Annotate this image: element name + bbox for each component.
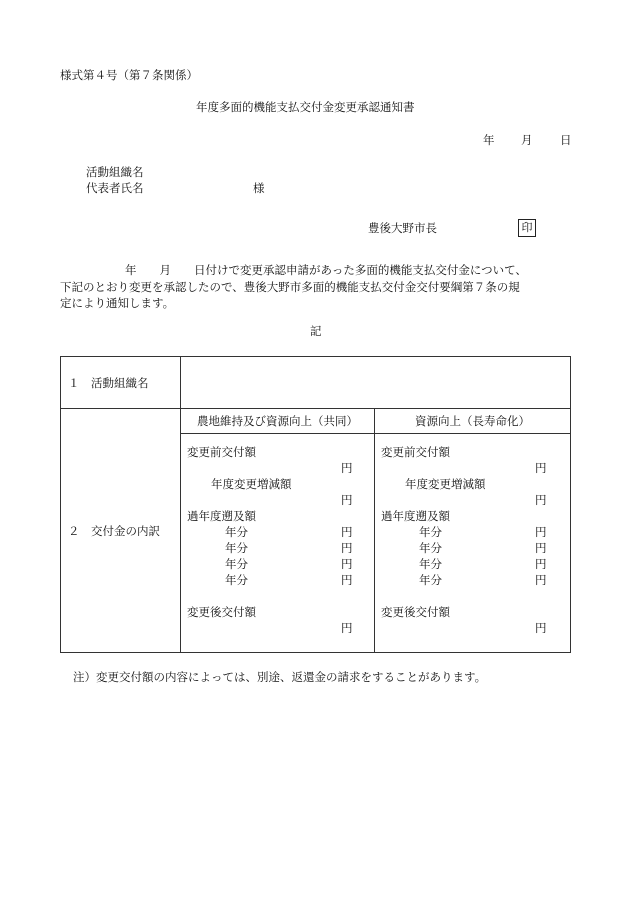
col-header-joint: 農地維持及び資源向上（共同） [181,409,375,434]
before-amount-label: 変更前交付額 [381,445,450,459]
honorific: 様 [253,181,265,195]
ki-heading: 記 [310,324,322,338]
yen-unit: 円 [341,573,353,587]
yen-unit: 円 [535,525,547,539]
body-line: 年 月 日付けで変更承認申請があった多面的機能支払交付金について、 [125,263,527,277]
date-month: 月 [521,133,533,147]
after-amount-label: 変更後交付額 [381,605,450,619]
year-portion-label: 年分 [419,525,442,539]
after-amount-label: 変更後交付額 [187,605,256,619]
yen-unit: 円 [535,541,547,555]
date-year: 年 [483,133,495,147]
body-paragraph [60,262,575,312]
year-portion-label: 年分 [225,573,248,587]
past-amount-label: 過年度遡及額 [381,509,450,523]
year-portion-label: 年分 [225,525,248,539]
footnote: 注）変更交付額の内容によっては、別途、返還金の請求をすることがあります。 [73,670,487,684]
document-title: 年度多面的機能支払交付金変更承認通知書 [196,100,415,114]
representative-label: 代表者氏名 [86,181,144,195]
yen-unit: 円 [535,493,547,507]
yen-unit: 円 [535,461,547,475]
body-line: 下記のとおり変更を承認したので、豊後大野市多面的機能支払交付金交付要綱第７条の規 [60,279,520,294]
breakdown-label: ２ 交付金の内訳 [61,409,181,653]
yen-unit: 円 [341,621,353,635]
year-portion-label: 年分 [419,557,442,571]
year-portion-label: 年分 [225,557,248,571]
joint-breakdown-cell [181,434,375,653]
yen-unit: 円 [535,573,547,587]
date-day: 日 [560,133,572,147]
sender-name: 豊後大野市長 [368,221,437,235]
yen-unit: 円 [535,557,547,571]
yen-unit: 円 [341,461,353,475]
before-amount-label: 変更前交付額 [187,445,256,459]
org-name-label: 活動組織名 [86,165,144,179]
activity-org-label: １ 活動組織名 [61,357,181,409]
seal-stamp: 印 [518,219,536,237]
year-portion-label: 年分 [419,573,442,587]
change-amount-label: 年度変更増減額 [405,477,486,491]
grant-table [60,356,571,653]
yen-unit: 円 [535,621,547,635]
longevity-breakdown-cell [375,434,571,653]
yen-unit: 円 [341,525,353,539]
activity-org-value [181,357,571,409]
change-amount-label: 年度変更増減額 [211,477,292,491]
year-portion-label: 年分 [225,541,248,555]
yen-unit: 円 [341,541,353,555]
col-header-longevity: 資源向上（長寿命化） [375,409,571,434]
yen-unit: 円 [341,493,353,507]
body-line: 定により通知します。 [60,296,175,310]
past-amount-label: 過年度遡及額 [187,509,256,523]
year-portion-label: 年分 [419,541,442,555]
yen-unit: 円 [341,557,353,571]
form-number: 様式第４号（第７条関係） [60,68,198,82]
